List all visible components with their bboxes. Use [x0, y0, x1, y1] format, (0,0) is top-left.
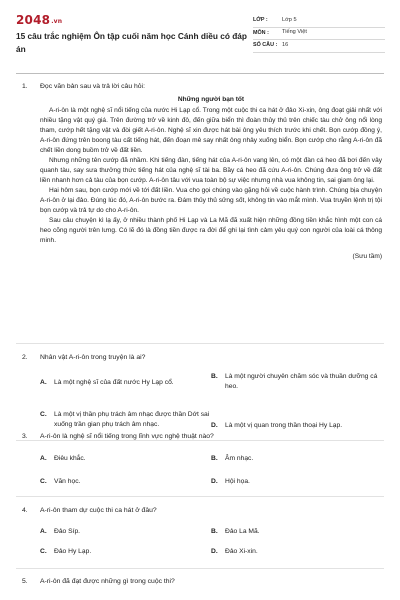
question-number: 1. — [22, 83, 28, 90]
logo-suffix: .vn — [51, 18, 63, 25]
option-b[interactable] — [211, 527, 381, 537]
option-text: Hội họa. — [225, 478, 250, 485]
meta-row-subject — [253, 28, 385, 41]
meta-row-grade — [253, 15, 385, 28]
option-text: Là một người chuyên chăm sóc và thuần dưỡng cá heo. — [225, 373, 378, 391]
option-letter: D. — [211, 478, 218, 485]
option-a[interactable] — [40, 454, 210, 464]
option-c[interactable] — [40, 547, 210, 557]
question-text: A-ri-ôn đã đạt được những gì trong cuộc thi? — [40, 578, 175, 585]
question-divider — [16, 496, 384, 497]
page-title: 15 câu trắc nghiệm Ôn tập cuối năm học Cánh diều có đáp án — [16, 31, 247, 54]
option-text: Điêu khắc. — [54, 455, 86, 462]
option-a[interactable] — [40, 378, 210, 388]
header-divider — [16, 73, 384, 74]
option-d[interactable] — [211, 477, 381, 487]
question-number: 5. — [22, 578, 28, 585]
meta-value: 16 — [282, 41, 289, 48]
question-text: Đọc văn bản sau và trả lời câu hỏi: — [40, 83, 145, 90]
option-text: Đảo Xi-xin. — [225, 548, 258, 555]
question-text: Nhân vật A-ri-ôn trong truyện là ai? — [40, 354, 146, 361]
passage-paragraph: Nhưng những tên cướp đã nhầm. Khi tiếng đàn, tiếng hát của A-ri-ôn vang lên, có một đàn cá heo đã bơi đến vây quanh tàu, say sưa thưởng thức tiếng hát của nghệ sĩ tài ba. Bầy cá heo đã cứu A-ri-ôn. Chúng đưa ông trở về đất liền nhanh hơn cả tàu của bọn cướp. A-ri-ôn tâu với vua toàn bộ sự việc nhưng nhà vua không tin, sai giam ông lại. — [40, 157, 382, 185]
option-letter: A. — [40, 528, 47, 535]
meta-key: MÔN : — [253, 29, 269, 36]
meta-key: LỚP : — [253, 17, 268, 24]
question-number: 3. — [22, 433, 28, 440]
option-b[interactable] — [211, 454, 381, 464]
option-a[interactable] — [40, 527, 210, 537]
question-head — [22, 82, 380, 91]
option-letter: D. — [211, 422, 218, 429]
question-divider — [16, 343, 384, 344]
site-logo[interactable] — [16, 12, 62, 28]
option-d[interactable] — [211, 547, 381, 557]
option-text: Đảo Hy Lạp. — [54, 548, 92, 555]
passage-paragraph: A-ri-ôn là một nghệ sĩ nổi tiếng của nước Hi Lạp cổ. Trong một cuộc thi ca hát ở đảo Xi-xin, ông đoạt giải nhất với nhiều tặng vật quý giá. Trên đường trở về kinh đô, đến giữa biển thì đoàn thủy thủ trên chiếc tàu chở ông nổi lòng tham, cướp hết tặng vật và đòi giết A-ri-ôn. Nghệ sĩ xin được hát bài ông yêu thích trước khi chết. Bọn cướp đồng ý, A-ri-ôn đứng trên boong tàu cất tiếng hát, đến đoạn mê say nhất ông nhảy xuống biển. Bọn cướp cho rằng A-ri-ôn đã chết liền dong buồm trở về đất liền. — [40, 107, 382, 155]
meta-value: Tiếng Việt — [282, 29, 307, 36]
question-number: 4. — [22, 507, 28, 514]
option-text: Là một vị thần phụ trách âm nhạc được thần Dớt sai xuống trần gian phụ trách âm nhạc. — [54, 411, 210, 429]
question-text: A-ri-ôn tham dự cuộc thi ca hát ở đâu? — [40, 507, 157, 514]
question-head — [22, 577, 380, 586]
option-text: Đảo Síp. — [54, 528, 81, 535]
option-letter: C. — [40, 548, 47, 555]
option-letter: B. — [211, 373, 218, 380]
question-1 — [22, 82, 380, 91]
passage-paragraph: Hai hôm sau, bọn cướp mới về tới đất liền. Vua cho gọi chúng vào gặng hỏi về cuộc hành trình. Chúng bịa chuyện A-ri-ôn ở lại đảo. Đúng lúc đó, A-ri-ôn bước ra. Đám thủy thủ sửng sốt, không tin vào mắt mình. Vua truyền lệnh trị tội bọn cướp và trả tự do cho A-ri-ôn. — [40, 187, 382, 215]
meta-row-count — [253, 40, 385, 53]
reading-passage — [40, 95, 382, 262]
header — [0, 0, 400, 74]
meta-table — [253, 15, 385, 53]
question-head — [22, 432, 380, 441]
passage-source: (Sưu tầm) — [352, 253, 382, 261]
option-letter: A. — [40, 455, 47, 462]
passage-paragraph: Sau câu chuyện kì lạ ấy, ở nhiều thành phố Hi Lạp và La Mã đã xuất hiện những đồng tiền khắc hình một con cá heo cõng người trên lưng. Có lẽ đó là đồng tiền được ra đời để ghi lại tình cảm yêu quý con người của loài cá thông minh. — [40, 217, 382, 245]
question-4 — [22, 506, 380, 515]
question-head — [22, 353, 380, 362]
option-text: Là một vị quan trong thần thoại Hy Lạp. — [225, 422, 343, 429]
meta-key: SỐ CÂU : — [253, 42, 278, 49]
option-text: Là một nghệ sĩ của đất nước Hy Lạp cổ. — [54, 379, 174, 386]
question-2 — [22, 353, 380, 362]
option-c[interactable] — [40, 477, 210, 487]
question-text: A-ri-ôn là nghệ sĩ nổi tiếng trong lĩnh vực nghệ thuật nào? — [40, 433, 214, 440]
option-text: Văn học. — [54, 478, 81, 485]
option-letter: C. — [40, 411, 47, 418]
passage-title: Những người bạn tốt — [177, 96, 245, 103]
option-d[interactable] — [211, 421, 381, 431]
option-letter: B. — [211, 528, 218, 535]
option-text: Âm nhạc. — [225, 455, 254, 462]
logo-text: 2048 — [16, 13, 51, 27]
option-letter: A. — [40, 379, 47, 386]
option-letter: D. — [211, 548, 218, 555]
option-c[interactable] — [40, 410, 210, 431]
option-letter: C. — [40, 478, 47, 485]
question-divider — [16, 568, 384, 569]
question-number: 2. — [22, 354, 28, 361]
option-text: Đảo La Mã. — [225, 528, 260, 535]
meta-value: Lớp 5 — [282, 16, 297, 23]
question-3 — [22, 432, 380, 441]
question-head — [22, 506, 380, 515]
option-letter: B. — [211, 455, 218, 462]
question-5 — [22, 577, 380, 586]
option-b[interactable] — [211, 372, 381, 393]
